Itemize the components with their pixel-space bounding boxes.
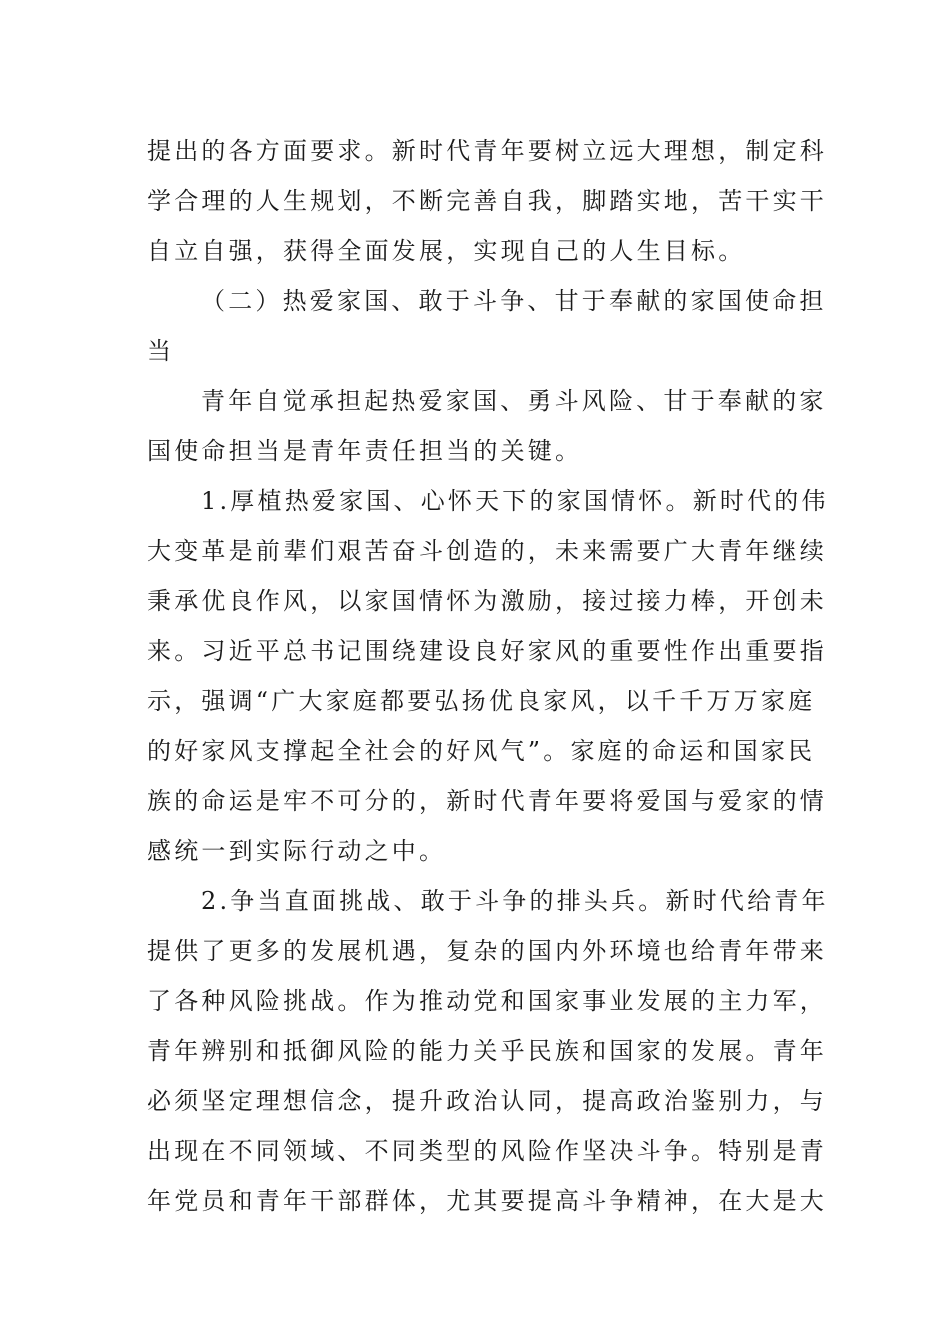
text-line: 年党员和青年干部群体，尤其要提高斗争精神，在大是大 <box>147 1187 827 1215</box>
text-line: 来。习近平总书记围绕建设良好家风的重要性作出重要指 <box>147 637 827 665</box>
text-line: 自立自强，获得全面发展，实现自己的人生目标。 <box>147 237 746 265</box>
text-line: 大变革是前辈们艰苦奋斗创造的，未来需要广大青年继续 <box>147 537 827 565</box>
text-line: 青年辨别和抵御风险的能力关乎民族和国家的发展。青年 <box>147 1037 827 1065</box>
text-line: 提供了更多的发展机遇，复杂的国内外环境也给青年带来 <box>147 937 827 965</box>
numbered-point-2: 2.争当直面挑战、敢于斗争的排头兵。新时代给青年 <box>201 887 829 915</box>
text-line: 学合理的人生规划，不断完善自我，脚踏实地，苦干实干 <box>147 187 827 215</box>
text-line: 国使命担当是青年责任担当的关键。 <box>147 437 583 465</box>
text-line: 青年自觉承担起热爱家国、勇斗风险、甘于奉献的家 <box>201 387 827 415</box>
text-line: 的好家风支撑起全社会的好风气”。家庭的命运和国家民 <box>147 737 816 765</box>
text-line: 出现在不同领域、不同类型的风险作坚决斗争。特别是青 <box>147 1137 827 1165</box>
text-line: 族的命运是牢不可分的，新时代青年要将爱国与爱家的情 <box>147 787 827 815</box>
text-line: 必须坚定理想信念，提升政治认同，提高政治鉴别力，与 <box>147 1087 827 1115</box>
text-line: 了各种风险挑战。作为推动党和国家事业发展的主力军， <box>147 987 827 1015</box>
body-text <box>147 126 829 1226</box>
section-heading-continued: 当 <box>147 337 175 365</box>
text-line: 感统一到实际行动之中。 <box>147 837 447 865</box>
text-line: 秉承优良作风，以家国情怀为激励，接过接力棒，开创未 <box>147 587 827 615</box>
text-line: 示，强调“广大家庭都要弘扬优良家风，以千千万万家庭 <box>147 687 816 715</box>
numbered-point-1: 1.厚植热爱家国、心怀天下的家国情怀。新时代的伟 <box>201 487 829 515</box>
section-heading: （二）热爱家国、敢于斗争、甘于奉献的家国使命担 <box>201 287 827 315</box>
text-line: 提出的各方面要求。新时代青年要树立远大理想，制定科 <box>147 137 827 165</box>
